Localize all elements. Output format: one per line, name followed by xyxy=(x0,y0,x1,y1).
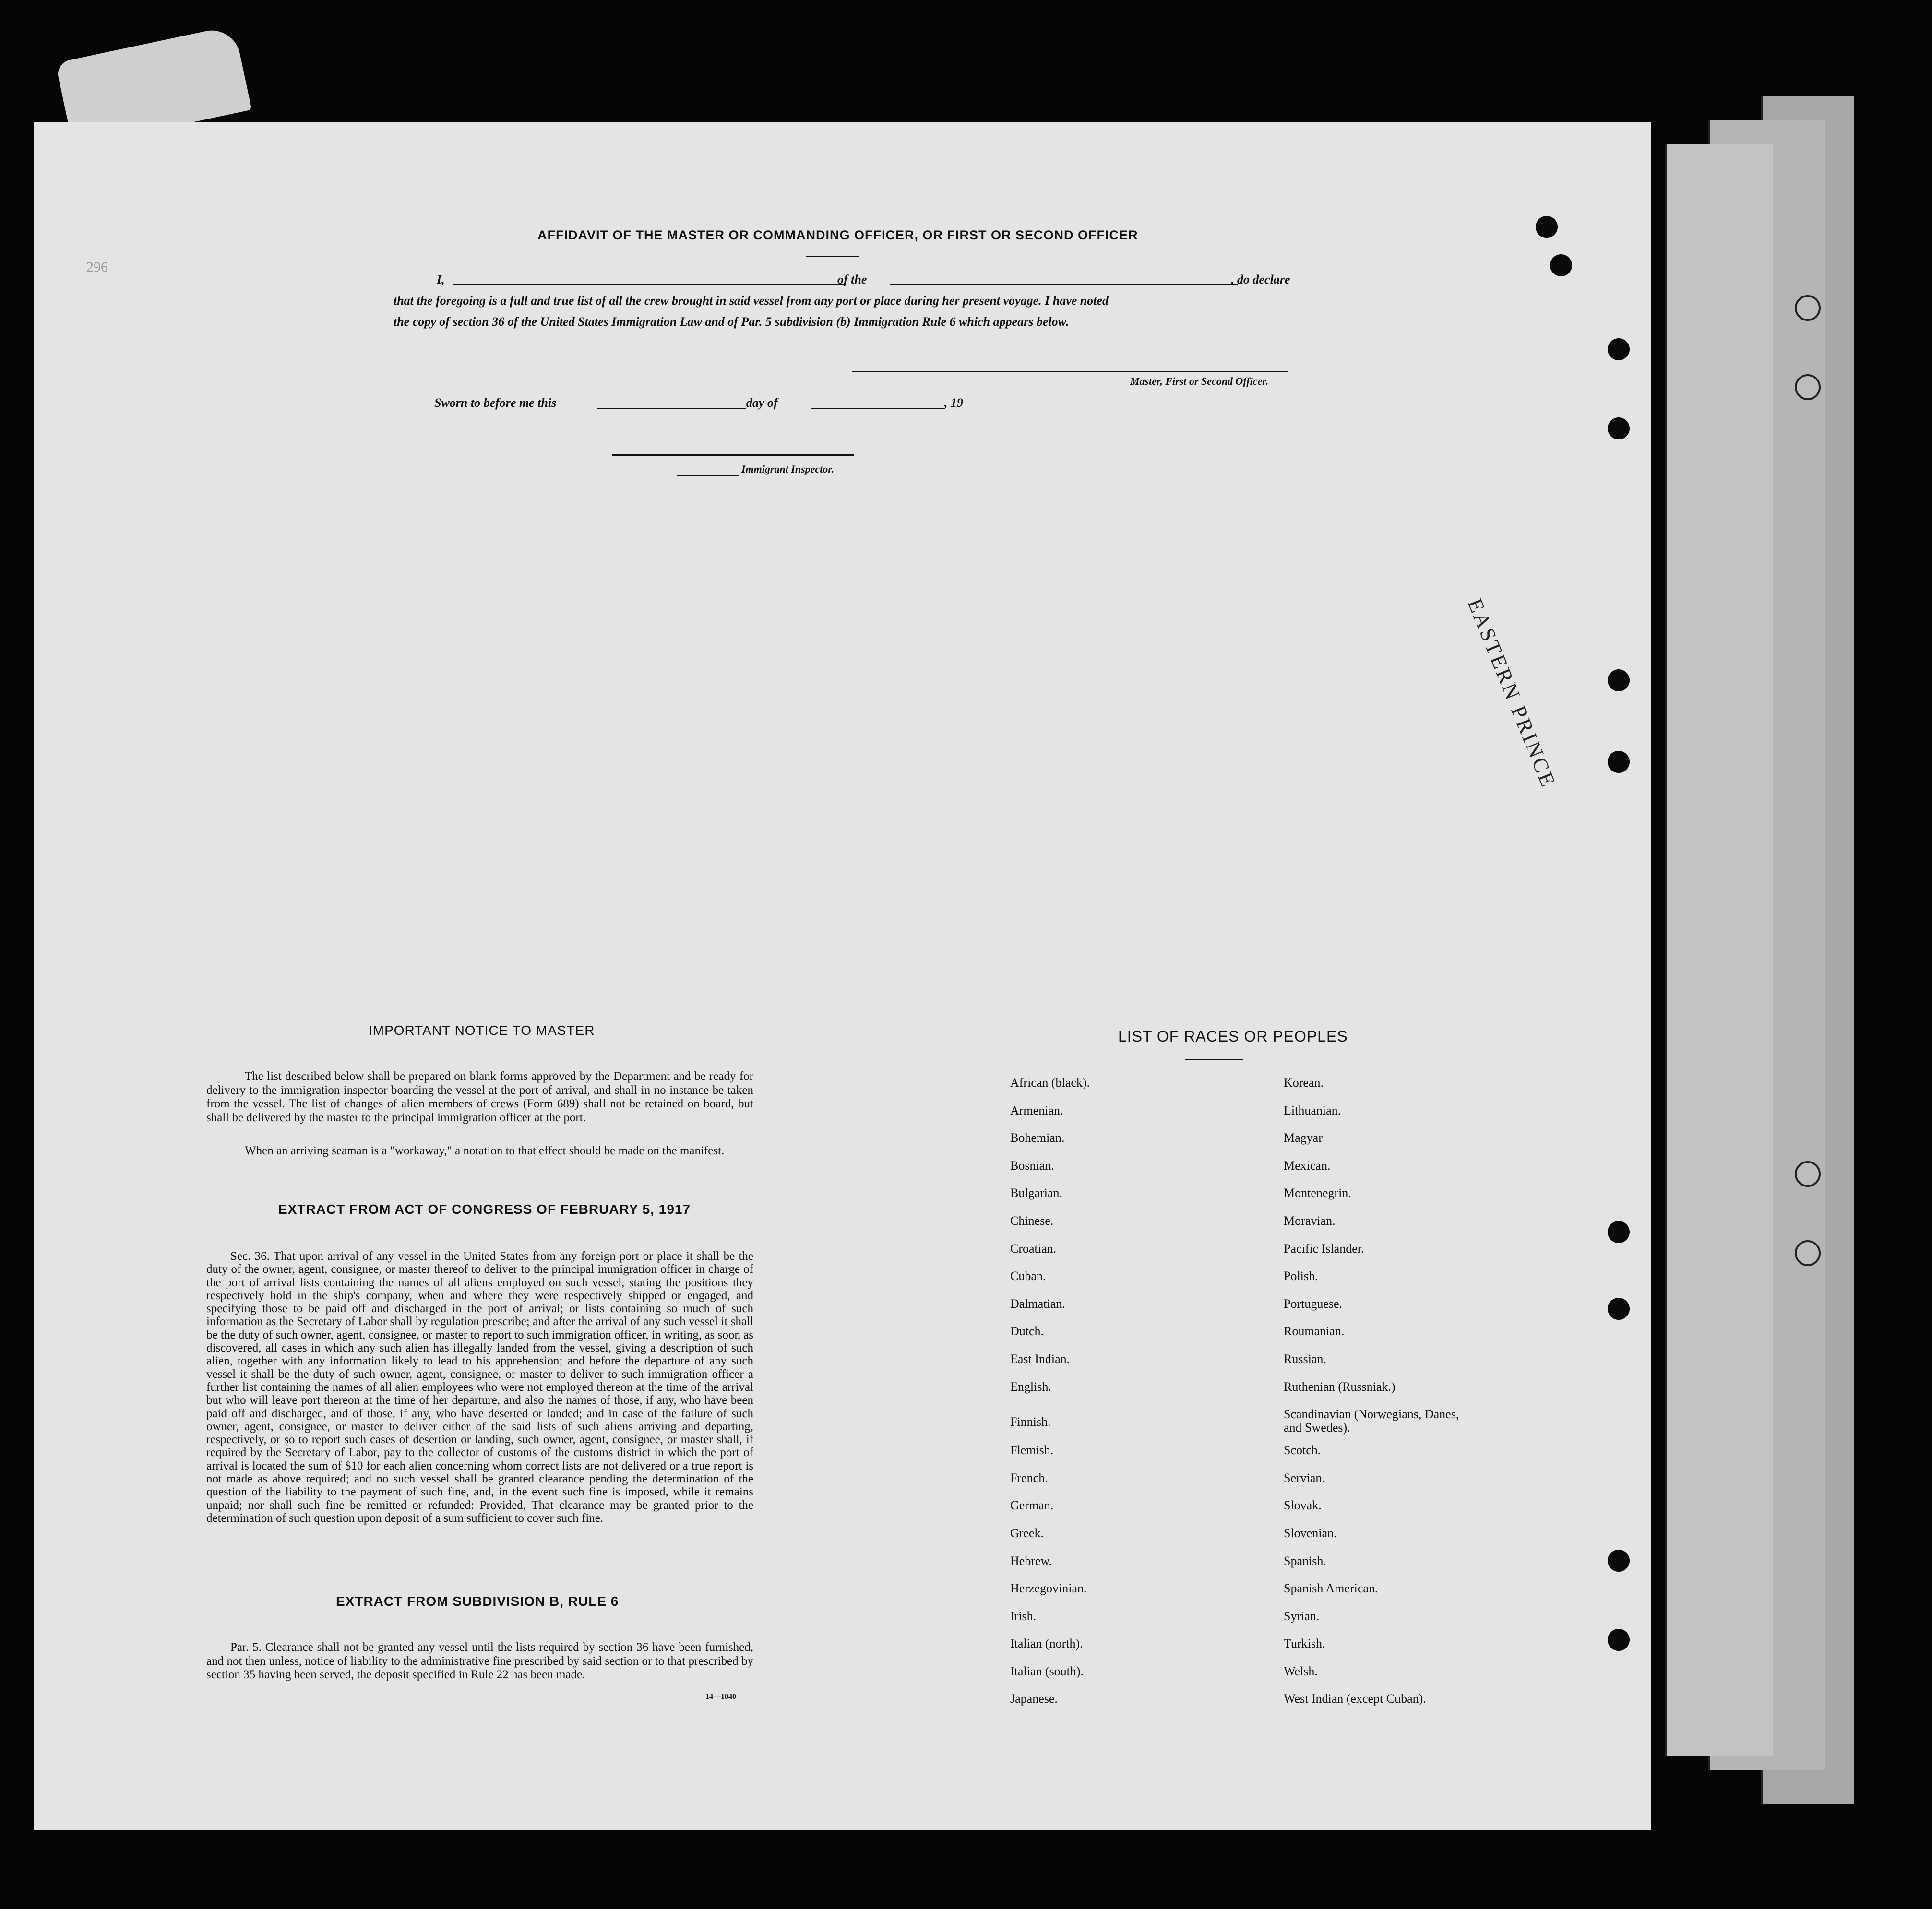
race-item: Italian (south). xyxy=(1010,1664,1084,1678)
affidavit-line2: the copy of section 36 of the United States Immigration Law and of Par. 5 subdivision (b) Immigration Rule 6 which appears below. xyxy=(394,315,1069,329)
inspector-signature-line xyxy=(612,454,854,456)
race-item: African (black). xyxy=(1010,1076,1090,1090)
race-item: Polish. xyxy=(1284,1269,1318,1283)
race-item: Lithuanian. xyxy=(1284,1103,1341,1117)
punch-hole xyxy=(1795,1240,1821,1266)
master-signature-line xyxy=(852,371,1288,372)
race-item: Portuguese. xyxy=(1284,1296,1343,1311)
sworn-day-blank xyxy=(597,408,746,409)
sworn-label: Sworn to before me this xyxy=(434,396,557,410)
race-item: Mexican. xyxy=(1284,1158,1331,1173)
vessel-name-stamp: EASTERN PRINCE xyxy=(1463,595,1561,792)
race-item: Korean. xyxy=(1284,1076,1324,1090)
race-item: Scandinavian (Norwegians, Danes, and Swedes). xyxy=(1284,1407,1459,1435)
notice-paragraph-2: When an arriving seaman is a "workaway," a notation to that effect should be made on the manifest. xyxy=(245,1144,725,1157)
race-item: East Indian. xyxy=(1010,1352,1070,1366)
race-item: Turkish. xyxy=(1284,1636,1325,1651)
punch-hole xyxy=(1550,254,1572,276)
race-item: Dalmatian. xyxy=(1010,1296,1065,1311)
inspector-prefix-line xyxy=(677,475,739,476)
notice-paragraph-1: The list described below shall be prepared on blank forms approved by the Department and be ready for delivery to the immigration inspector boarding the vessel at the port of arrival, and shall in no instance be taken from the vessel. The list of changes of alien members of crews (Form 689) shall not be retained on board, but shall be delivered by the master to the principal immigration officer at the port. xyxy=(206,1070,753,1124)
punch-hole xyxy=(1608,417,1630,439)
punch-hole xyxy=(1608,1550,1630,1572)
affidavit-title: AFFIDAVIT OF THE MASTER OR COMMANDING OFFICER, OR FIRST OR SECOND OFFICER xyxy=(537,228,1138,242)
vessel-blank xyxy=(890,284,1238,285)
divider xyxy=(1185,1059,1243,1060)
affidavit-i-label: I, xyxy=(437,273,445,286)
race-item: Ruthenian (Russniak.) xyxy=(1284,1379,1395,1394)
race-item: Servian. xyxy=(1284,1470,1325,1485)
race-item: Slovenian. xyxy=(1284,1526,1337,1540)
race-item: Finnish. xyxy=(1010,1415,1051,1429)
race-item: Flemish. xyxy=(1010,1443,1054,1458)
bleed-through-mark: 296 xyxy=(86,259,108,275)
day-of-label: day of xyxy=(746,396,778,410)
race-item: Russian. xyxy=(1284,1352,1326,1366)
affidavit-do-declare: , do declare xyxy=(1231,273,1290,286)
punch-hole xyxy=(1608,751,1630,773)
sworn-month-blank xyxy=(811,408,945,409)
inspector-label: Immigrant Inspector. xyxy=(741,463,835,475)
race-item: Cuban. xyxy=(1010,1269,1046,1283)
year-label: , 19 xyxy=(944,396,963,410)
form-number: 14—1840 xyxy=(705,1693,736,1701)
punch-hole xyxy=(1795,295,1821,321)
punch-hole xyxy=(1608,1629,1630,1651)
affidavit-of-the: of the xyxy=(837,273,867,286)
affidavit-line1: that the foregoing is a full and true list of all the crew brought in said vessel from any port or place during her present voyage. I have noted xyxy=(394,294,1109,308)
notice-title: IMPORTANT NOTICE TO MASTER xyxy=(369,1023,595,1038)
act-title: EXTRACT FROM ACT OF CONGRESS OF FEBRUARY 5, 1917 xyxy=(278,1202,691,1217)
race-item: Spanish American. xyxy=(1284,1581,1378,1596)
back-page-edge xyxy=(1665,144,1773,1756)
race-item: Moravian. xyxy=(1284,1213,1336,1228)
race-item: Chinese. xyxy=(1010,1213,1054,1228)
race-item: Dutch. xyxy=(1010,1324,1044,1339)
race-item: Bohemian. xyxy=(1010,1131,1065,1145)
races-list-right xyxy=(1284,1076,1466,1720)
punch-hole xyxy=(1536,216,1558,238)
race-item: Bulgarian. xyxy=(1010,1186,1063,1200)
race-item: Herzegovinian. xyxy=(1010,1581,1087,1596)
name-blank xyxy=(453,284,845,285)
race-item: Montenegrin. xyxy=(1284,1186,1351,1200)
race-item: Syrian. xyxy=(1284,1609,1320,1623)
race-item: Greek. xyxy=(1010,1526,1044,1540)
races-list-left xyxy=(1010,1076,1090,1720)
punch-hole xyxy=(1608,669,1630,691)
race-item: German. xyxy=(1010,1498,1054,1513)
race-item: French. xyxy=(1010,1470,1048,1485)
race-item: Scotch. xyxy=(1284,1443,1321,1458)
rule-paragraph: Par. 5. Clearance shall not be granted any vessel until the lists required by section 36 have been furnished, and not then unless, notice of liability to the administrative fine prescribed by said section or to that prescribed by section 35 having been served, the deposit specified in Rule 22 has been made. xyxy=(206,1641,753,1681)
race-item: Japanese. xyxy=(1010,1692,1058,1706)
punch-hole xyxy=(1608,338,1630,360)
rule-title: EXTRACT FROM SUBDIVISION B, RULE 6 xyxy=(336,1594,619,1609)
race-item: Pacific Islander. xyxy=(1284,1241,1364,1256)
race-item: Roumanian. xyxy=(1284,1324,1345,1339)
race-item: Hebrew. xyxy=(1010,1553,1052,1568)
race-item: Welsh. xyxy=(1284,1664,1318,1678)
race-item: Croatian. xyxy=(1010,1241,1057,1256)
race-item: West Indian (except Cuban). xyxy=(1284,1692,1426,1706)
master-signature-label: Master, First or Second Officer. xyxy=(1130,375,1269,387)
race-item: English. xyxy=(1010,1379,1051,1394)
divider xyxy=(806,256,859,257)
punch-hole xyxy=(1795,374,1821,400)
race-item: Irish. xyxy=(1010,1609,1037,1623)
race-item: Slovak. xyxy=(1284,1498,1322,1513)
race-item: Italian (north). xyxy=(1010,1636,1083,1651)
punch-hole xyxy=(1608,1298,1630,1320)
race-item: Magyar xyxy=(1284,1131,1323,1145)
races-title: LIST OF RACES OR PEOPLES xyxy=(1118,1028,1348,1045)
race-item: Armenian. xyxy=(1010,1103,1063,1117)
race-item: Bosnian. xyxy=(1010,1158,1054,1173)
punch-hole xyxy=(1795,1161,1821,1187)
act-section-text: Sec. 36. That upon arrival of any vessel in the United States from any foreign port or place it shall be the duty of the owner, agent, consignee, or master thereof to deliver to the principal immigration officer in charge of the port of arrival lists containing the names of all aliens employed on such vessel, stating the positions they respectively hold in the ship's company, when and where they were respectively shipped or engaged, and specifying those to be paid off and discharged in the port of arrival; or lists containing so much of such information as the Secretary of Labor shall by regulation prescribe; and after the arrival of any such vessel it shall be the duty of such owner, agent, consignee, or master to report to such immigration officer, in writing, as soon as discovered, all cases in which any such alien has illegally landed from the vessel, giving a description of such alien, together with any information likely to lead to his apprehension; and before the departure of any such vessel it shall be the duty of such owner, agent, consignee, or master to deliver to such immigration officer a further list containing the names of all alien employees who were not employed thereon at the time of the arrival but who will leave port thereon at the time of her departure, and also the names of those, if any, who have been paid off and discharged, and of those, if any, who have deserted or landed; and in case of the failure of such owner, agent, consignee, or master to deliver either of the said lists of such aliens arriving and departing, respectively, or so to report such cases of desertion or landing, such owner, agent, consignee, or master shall, if required by the Secretary of Labor, pay to the collector of customs of the customs district in which the port of arrival is located the sum of $10 for each alien concerning whom correct lists are not delivered or a true report is not made as above required; and no such vessel shall be granted clearance pending the determination of the question of the liability to the payment of such fine, and, in the event such fine is imposed, while it remains unpaid; nor shall such fine be remitted or refunded: Provided, That clearance may be granted prior to the determination of such question upon deposit of a sum sufficient to cover such fine. xyxy=(206,1250,753,1525)
race-item: Spanish. xyxy=(1284,1553,1326,1568)
punch-hole xyxy=(1608,1221,1630,1243)
